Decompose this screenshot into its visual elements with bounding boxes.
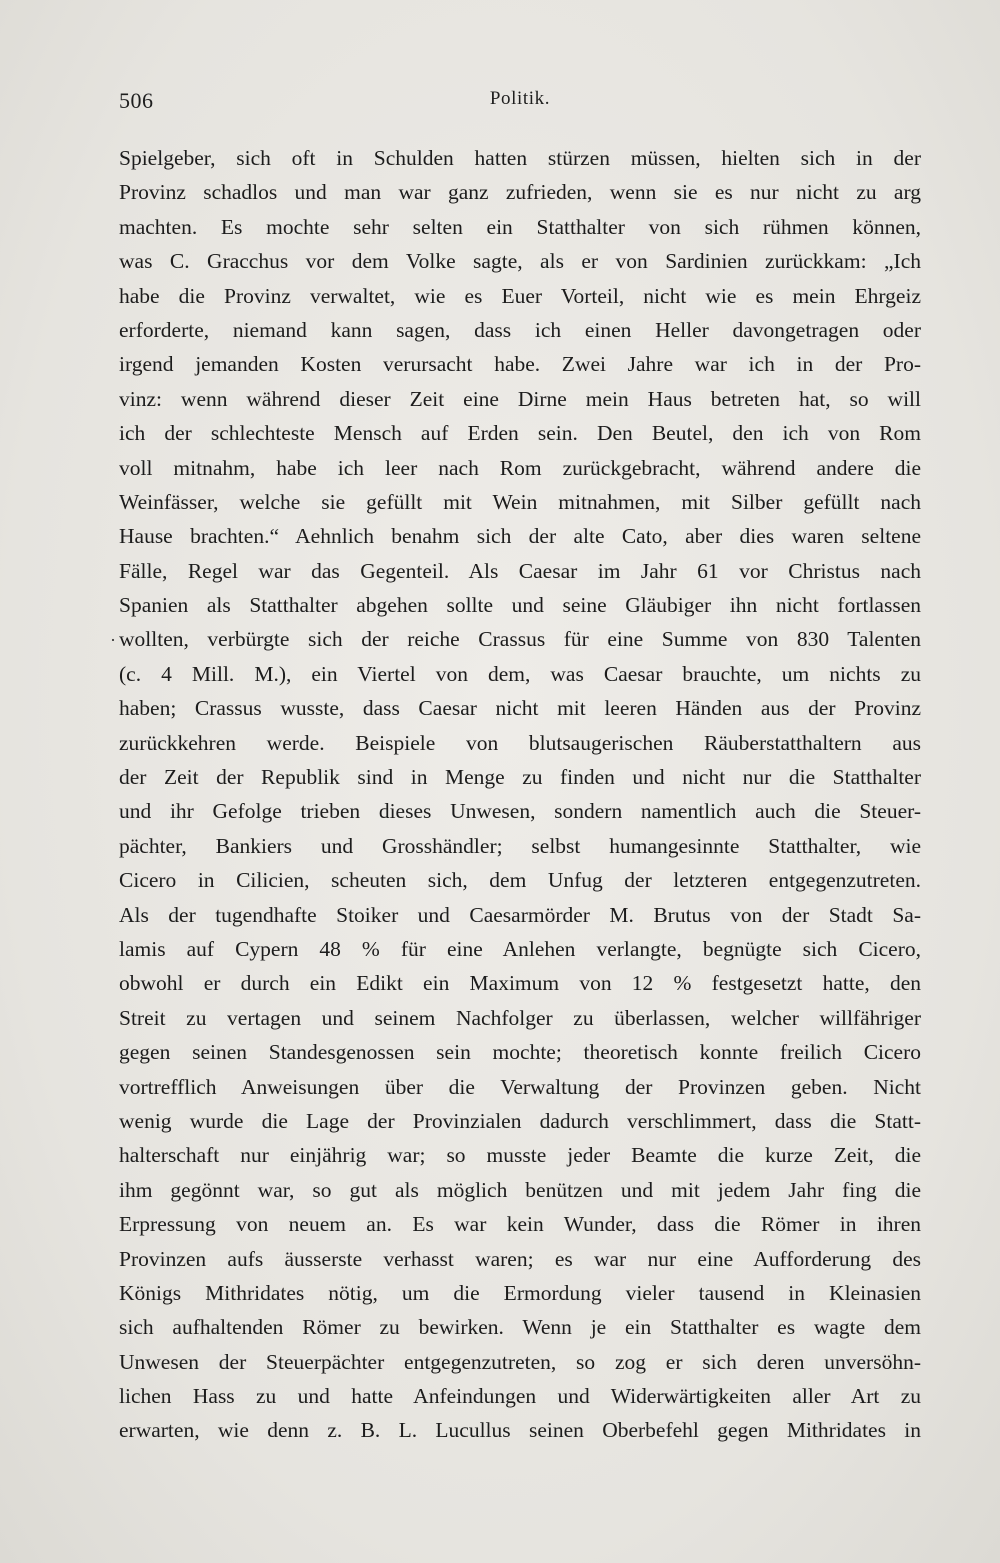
text-line: ich der schlechteste Mensch auf Erden sein. Den Beutel, den ich von Rom	[119, 421, 921, 446]
text-line: Weinfässer, welche sie gefüllt mit Wein mitnahmen, mit Silber gefüllt nach	[119, 489, 921, 514]
text-line: obwohl er durch ein Edikt ein Maximum von 12 % festgesetzt hatte, den	[119, 971, 921, 996]
text-line: erforderte, niemand kann sagen, dass ich einen Heller davongetragen oder	[119, 317, 921, 342]
text-line: Erpressung von neuem an. Es war kein Wunder, dass die Römer in ihren	[119, 1212, 921, 1237]
text-line: vinz: wenn während dieser Zeit eine Dirne mein Haus betreten hat, so will	[119, 386, 921, 411]
text-line: was C. Gracchus vor dem Volke sagte, als er von Sardinien zurückkam: „Ich	[119, 249, 921, 274]
text-line: machten. Es mochte sehr selten ein Statthalter von sich rühmen können,	[119, 214, 921, 239]
text-line: Provinzen aufs äusserste verhasst waren; es war nur eine Aufforderung des	[119, 1246, 921, 1271]
text-line: voll mitnahm, habe ich leer nach Rom zurückgebracht, während andere die	[119, 455, 921, 480]
page-number: 506	[119, 88, 154, 113]
text-line: Spielgeber, sich oft in Schulden hatten stürzen müssen, hielten sich in der	[119, 146, 921, 170]
text-line: gegen seinen Standesgenossen sein mochte; theoretisch konnte freilich Cicero	[119, 1040, 921, 1065]
text-line: Provinz schadlos und man war ganz zufrieden, wenn sie es nur nicht zu arg	[119, 180, 921, 205]
text-line: Streit zu vertagen und seinem Nachfolger zu überlassen, welcher willfähriger	[119, 1005, 921, 1030]
running-head: Politik.	[489, 88, 551, 109]
text-line: halterschaft nur einjährig war; so musste jeder Beamte die kurze Zeit, die	[119, 1143, 921, 1168]
text-line: Spanien als Statthalter abgehen sollte und seine Gläubiger ihn nicht fortlassen	[119, 593, 921, 618]
text-line: (c. 4 Mill. M.), ein Viertel von dem, was Caesar brauchte, um nichts zu	[119, 661, 921, 686]
text-line: sich aufhaltenden Römer zu bewirken. Wenn je ein Statthalter es wagte dem	[119, 1315, 921, 1340]
text-line: Hause brachten.“ Aehnlich benahm sich der alte Cato, aber dies waren seltene	[119, 524, 921, 549]
text-line: zurückkehren werde. Beispiele von blutsaugerischen Räuberstatthaltern aus	[119, 730, 921, 755]
text-line: Unwesen der Steuerpächter entgegenzutreten, so zog er sich deren unversöhn-	[119, 1349, 921, 1374]
margin-dot: ·	[110, 630, 116, 650]
text-line: lichen Hass zu und hatte Anfeindungen und Widerwärtigkeiten aller Art zu	[119, 1384, 921, 1409]
text-line: Fälle, Regel war das Gegenteil. Als Caesar im Jahr 61 vor Christus nach	[119, 558, 921, 583]
text-line: lamis auf Cypern 48 % für eine Anlehen verlangte, begnügte sich Cicero,	[119, 936, 921, 961]
text-line: pächter, Bankiers und Grosshändler; selbst humangesinnte Statthalter, wie	[119, 833, 921, 858]
text-line: irgend jemanden Kosten verursacht habe. Zwei Jahre war ich in der Pro-	[119, 352, 921, 377]
text-line: wollten, verbürgte sich der reiche Crassus für eine Summe von 830 Talenten	[119, 627, 921, 652]
text-line: der Zeit der Republik sind in Menge zu finden und nicht nur die Statthalter	[119, 765, 921, 790]
text-line: Cicero in Cilicien, scheuten sich, dem Unfug der letzteren entgegenzutreten.	[119, 868, 921, 893]
body-text	[119, 141, 921, 1448]
page-header	[119, 88, 921, 118]
text-line: und ihr Gefolge trieben dieses Unwesen, sondern namentlich auch die Steuer-	[119, 799, 921, 824]
text-line: ihm gegönnt war, so gut als möglich benützen und mit jedem Jahr fing die	[119, 1177, 921, 1202]
text-line: haben; Crassus wusste, dass Caesar nicht mit leeren Händen aus der Provinz	[119, 696, 921, 721]
text-line: Als der tugendhafte Stoiker und Caesarmörder M. Brutus von der Stadt Sa-	[119, 902, 921, 927]
text-line: Königs Mithridates nötig, um die Ermordung vieler tausend in Kleinasien	[119, 1280, 921, 1305]
text-line: erwarten, wie denn z. B. L. Lucullus seinen Oberbefehl gegen Mithridates in	[119, 1418, 921, 1443]
text-line: vortrefflich Anweisungen über die Verwaltung der Provinzen geben. Nicht	[119, 1074, 921, 1099]
text-line: habe die Provinz verwaltet, wie es Euer Vorteil, nicht wie es mein Ehrgeiz	[119, 283, 921, 308]
text-line: wenig wurde die Lage der Provinzialen dadurch verschlimmert, dass die Statt-	[119, 1108, 921, 1133]
